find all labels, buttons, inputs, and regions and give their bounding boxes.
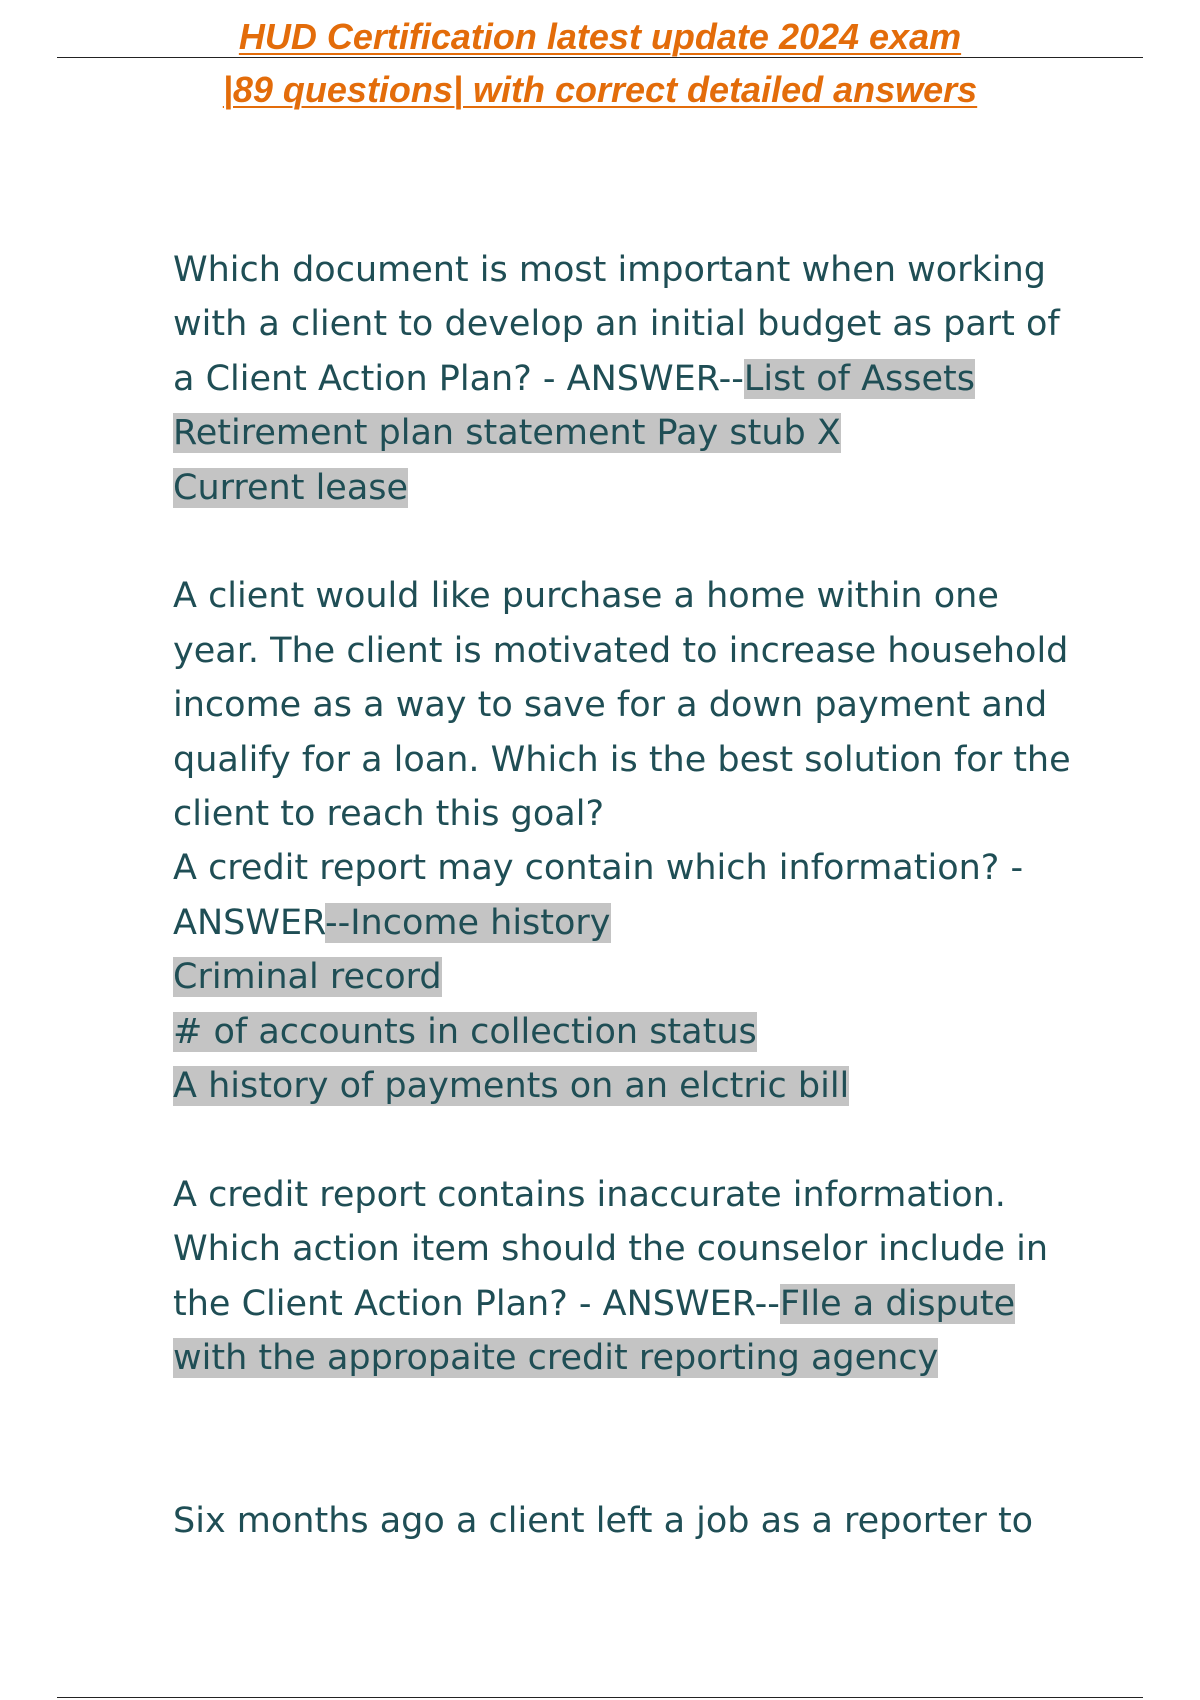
- body-line: [173, 1331, 1113, 1385]
- answer-highlight: List of Assets: [743, 358, 975, 399]
- question-block-5: [173, 1494, 1113, 1548]
- body-line: [173, 352, 1113, 406]
- body-line: [173, 297, 1113, 351]
- body-line: [173, 569, 1113, 623]
- paragraph-gap: [173, 515, 1113, 569]
- question-text: Six months ago a client left a job as a reporter to: [173, 1501, 1034, 1542]
- document-title: [0, 10, 1200, 116]
- body-line: [173, 950, 1113, 1004]
- question-text: client to reach this goal?: [173, 794, 605, 835]
- question-text: year. The client is motivated to increase household: [173, 630, 1069, 671]
- body-line: [173, 461, 1113, 515]
- body-line: [173, 678, 1113, 732]
- document-body: [173, 243, 1113, 1549]
- body-line: [173, 1059, 1113, 1113]
- answer-highlight: # of accounts in collection status: [173, 1011, 757, 1052]
- answer-highlight: Criminal record: [173, 957, 442, 998]
- paragraph-gap: [173, 1113, 1113, 1167]
- footer-rule: [57, 1697, 1143, 1698]
- question-text: Which document is most important when working: [173, 250, 1046, 290]
- answer-highlight: Retirement plan statement Pay stub X: [173, 413, 841, 454]
- body-line: [173, 841, 1113, 895]
- question-text: A credit report contains inaccurate information.: [173, 1174, 1006, 1215]
- title-line-2: |89 questions| with correct detailed answers: [222, 69, 978, 110]
- question-block-2: [173, 569, 1113, 841]
- answer-highlight: with the appropaite credit reporting agency: [173, 1338, 939, 1379]
- body-line: [173, 787, 1113, 841]
- body-line: [173, 1168, 1113, 1222]
- body-line: [173, 243, 1113, 297]
- title-line-1: HUD Certification latest update 2024 exam: [238, 16, 962, 57]
- question-text: qualify for a loan. Which is the best solution for the: [173, 739, 1071, 780]
- question-text: a Client Action Plan? - ANSWER--: [173, 358, 744, 399]
- body-line: [173, 733, 1113, 787]
- answer-highlight: --Income history: [324, 902, 611, 943]
- body-line: [173, 1277, 1113, 1331]
- question-text: the Client Action Plan? - ANSWER--: [173, 1283, 780, 1324]
- question-text: income as a way to save for a down payment and: [173, 685, 1048, 726]
- body-line: [173, 1222, 1113, 1276]
- paragraph-gap: [173, 1386, 1113, 1495]
- answer-highlight: A history of payments on an elctric bill: [173, 1066, 850, 1107]
- question-text: A client would like purchase a home within one: [173, 576, 999, 617]
- body-line: [173, 1494, 1113, 1548]
- body-line: [173, 1005, 1113, 1059]
- question-text: A credit report may contain which information? -: [173, 848, 1024, 889]
- question-block-4: [173, 1168, 1113, 1386]
- question-text: with a client to develop an initial budget as part of: [173, 304, 1060, 345]
- question-block-1: [173, 243, 1113, 515]
- answer-highlight: FIle a dispute: [779, 1283, 1016, 1324]
- question-block-3: [173, 841, 1113, 1113]
- question-text: ANSWER: [173, 902, 325, 943]
- answer-highlight: Current lease: [173, 467, 409, 508]
- body-line: [173, 624, 1113, 678]
- body-line: [173, 406, 1113, 460]
- body-line: [173, 896, 1113, 950]
- question-text: Which action item should the counselor include in: [173, 1229, 1049, 1270]
